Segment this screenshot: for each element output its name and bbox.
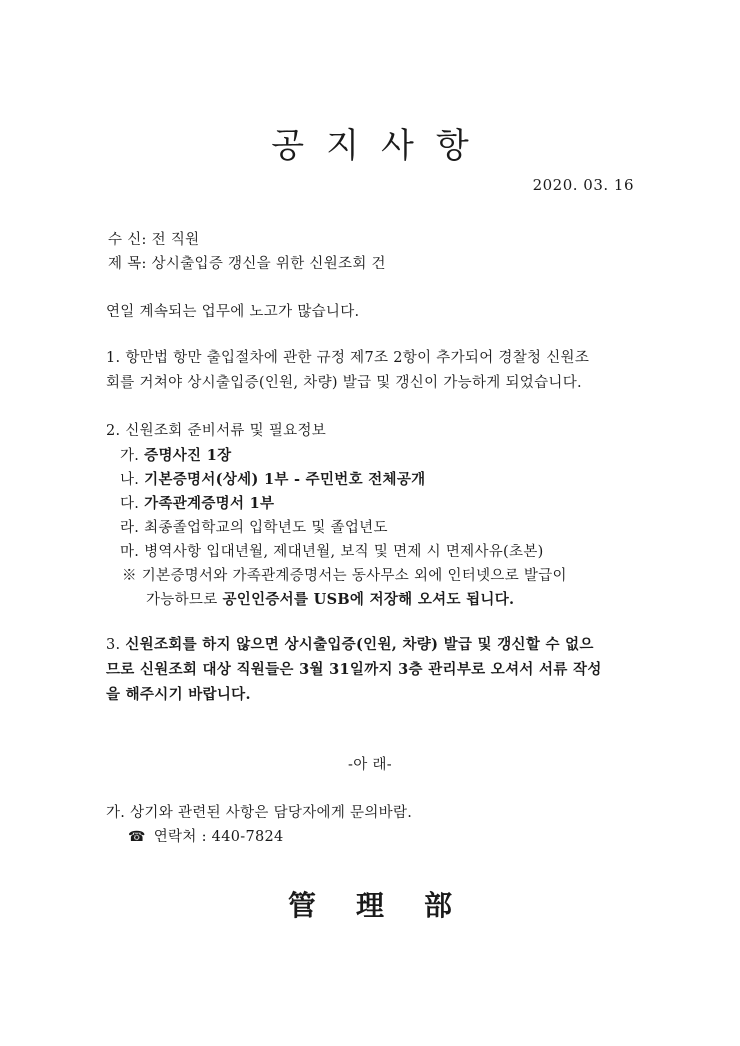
item2-c [120, 492, 274, 513]
item1-line2: 회를 거쳐야 상시출입증(인원, 차량) 발급 및 갱신이 가능하게 되었습니다. [106, 375, 582, 391]
item2-b [120, 468, 425, 489]
document-title: 공지사항 [271, 126, 491, 166]
contact-phone [128, 825, 284, 846]
item2-note-line1: ※ 기본증명서와 가족관계증명서는 동사무소 외에 인터넷으로 발급이 [122, 568, 567, 584]
telephone-icon: ☎ [128, 829, 146, 845]
item2-a [120, 444, 231, 465]
department-signature: 管理部 [287, 889, 492, 922]
item1-line1: 1. 항만법 항만 출입절차에 관한 규정 제7조 2항이 추가되어 경찰청 신원조 [106, 350, 590, 366]
item2-a-text: 증명사진 1장 [144, 447, 232, 464]
item2-note-line2 [146, 588, 514, 609]
item2-c-prefix: 다. [120, 496, 145, 512]
item2-note-plain: 가능하므로 [146, 592, 223, 608]
item2-heading: 2. 신원조회 준비서류 및 필요정보 [106, 423, 327, 439]
item2-e: 마. 병역사항 입대년월, 제대년월, 보직 및 면제 시 면제사유(초본) [120, 544, 544, 560]
contact-phone-text: 연락처 : 440-7824 [153, 829, 284, 845]
item3-line1-text: 신원조회를 하지 않으면 상시출입증(인원, 차량) 발급 및 갱신할 수 없으 [125, 636, 594, 653]
item2-b-prefix: 나. [120, 472, 145, 488]
recipient-line: 수 신: 전 직원 [108, 232, 200, 248]
item2-note-bold: 공인인증서를 USB에 저장해 오셔도 됩니다. [222, 591, 515, 608]
item3-line1 [106, 633, 594, 654]
item3-line3: 을 해주시기 바랍니다. [106, 686, 251, 703]
item3-line2: 므로 신원조회 대상 직원들은 3월 31일까지 3층 관리부로 오셔서 서류 작성 [106, 661, 602, 678]
subject-line: 제 목: 상시출입증 갱신을 위한 신원조회 건 [108, 256, 386, 272]
contact-line: 가. 상기와 관련된 사항은 담당자에게 문의바람. [106, 805, 413, 821]
item2-d: 라. 최종졸업학교의 입학년도 및 졸업년도 [120, 520, 388, 536]
document-date: 2020. 03. 16 [532, 176, 634, 194]
below-marker: -아 래- [348, 757, 392, 773]
item2-b-text: 기본증명서(상세) 1부 - 주민번호 전체공개 [144, 471, 426, 488]
greeting-line: 연일 계속되는 업무에 노고가 많습니다. [106, 304, 360, 320]
item2-c-text: 가족관계증명서 1부 [144, 495, 275, 512]
item3-prefix: 3. [106, 637, 126, 653]
item2-a-prefix: 가. [120, 448, 145, 464]
